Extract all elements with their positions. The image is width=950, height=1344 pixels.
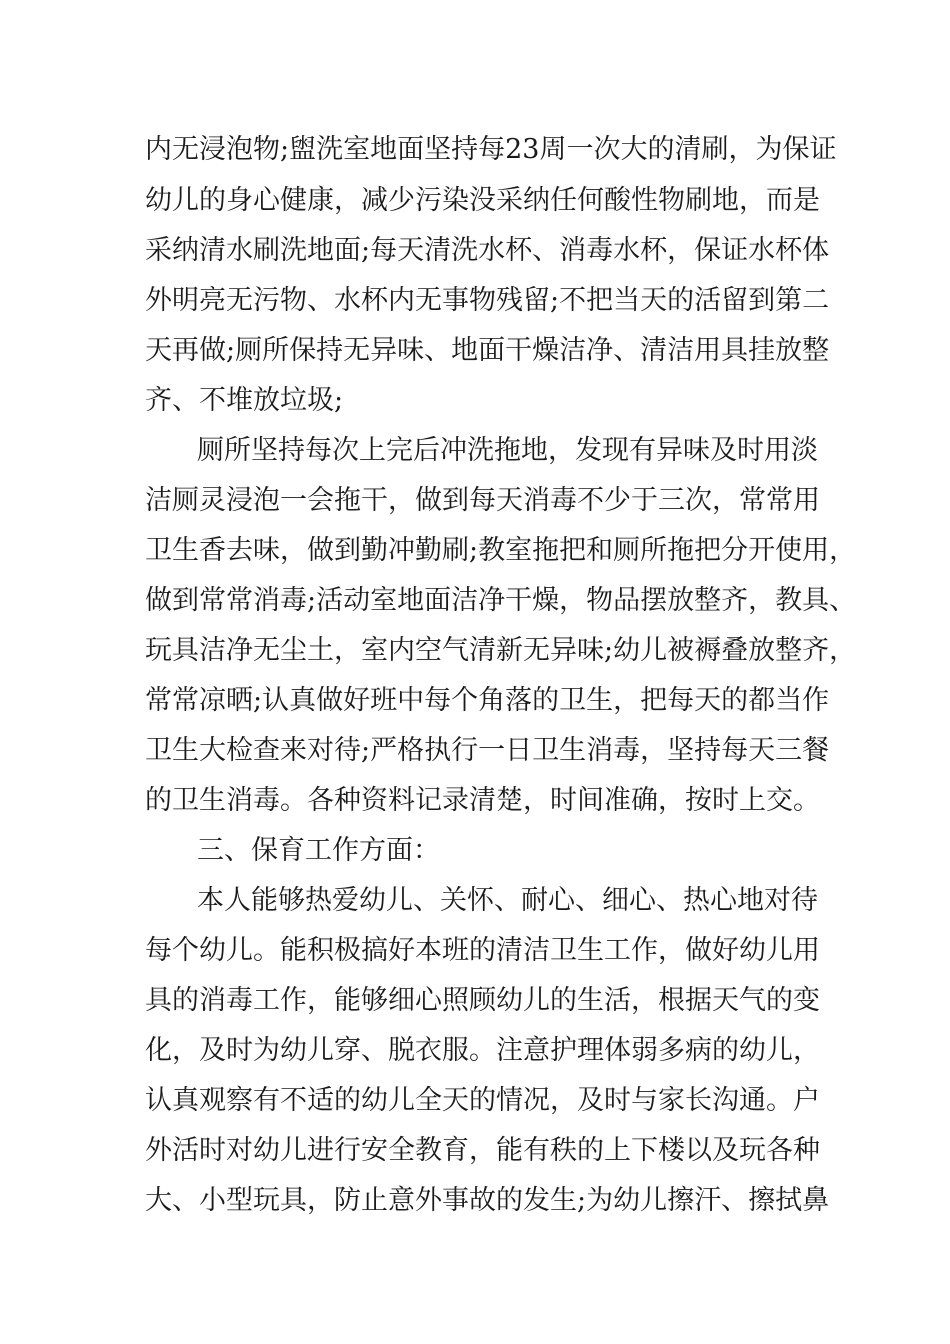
text-line: 外活时对幼儿进行安全教育，能有秩的上下楼以及玩各种 — [145, 1135, 820, 1166]
text-line: 做到常常消毒;活动室地面洁净干燥，物品摆放整齐，教具、 — [145, 585, 857, 616]
text-line: 认真观察有不适的幼儿全天的情况，及时与家长沟通。户 — [145, 1085, 820, 1116]
text-line: 幼儿的身心健康，减少污染没采纳任何酸性物刷地，而是 — [145, 185, 820, 216]
text-line: 采纳清水刷洗地面;每天清洗水杯、消毒水杯，保证水杯体 — [145, 235, 830, 266]
text-line: 化，及时为幼儿穿、脱衣服。注意护理体弱多病的幼儿， — [145, 1035, 820, 1066]
text-line: 每个幼儿。能积极搞好本班的清洁卫生工作，做好幼儿用 — [145, 935, 820, 966]
text-line: 的卫生消毒。各种资料记录清楚，时间准确，按时上交。 — [145, 785, 820, 816]
text-line: 洁厕灵浸泡一会拖干，做到每天消毒不少于三次，常常用 — [145, 485, 820, 516]
text-line: 大、小型玩具，防止意外事故的发生;为幼儿擦汗、擦拭鼻 — [145, 1185, 830, 1216]
text-line: 具的消毒工作，能够细心照顾幼儿的生活，根据天气的变 — [145, 985, 820, 1016]
text-line: 内无浸泡物;盥洗室地面坚持每23周一次大的清刷，为保证 — [145, 134, 837, 165]
text-line: 外明亮无污物、水杯内无事物残留;不把当天的活留到第二 — [145, 285, 830, 316]
paragraph-first-line: 本人能够热爱幼儿、关怀、耐心、细心、热心地对待 — [197, 885, 818, 916]
text-line: 卫生大检查来对待;严格执行一日卫生消毒，坚持每天三餐 — [145, 735, 830, 766]
section-heading: 三、保育工作方面： — [197, 835, 440, 866]
text-line: 齐、不堆放垃圾; — [145, 385, 344, 416]
paragraph-first-line: 厕所坚持每次上完后冲洗拖地，发现有异味及时用淡 — [197, 435, 818, 466]
text-line: 玩具洁净无尘土，室内空气清新无异味;幼儿被褥叠放整齐， — [145, 635, 857, 666]
text-line: 卫生香去味，做到勤冲勤刷;教室拖把和厕所拖把分开使用， — [145, 535, 857, 566]
text-line: 天再做;厕所保持无异味、地面干燥洁净、清洁用具挂放整 — [145, 335, 830, 366]
text-line: 常常凉晒;认真做好班中每个角落的卫生，把每天的都当作 — [145, 685, 830, 716]
